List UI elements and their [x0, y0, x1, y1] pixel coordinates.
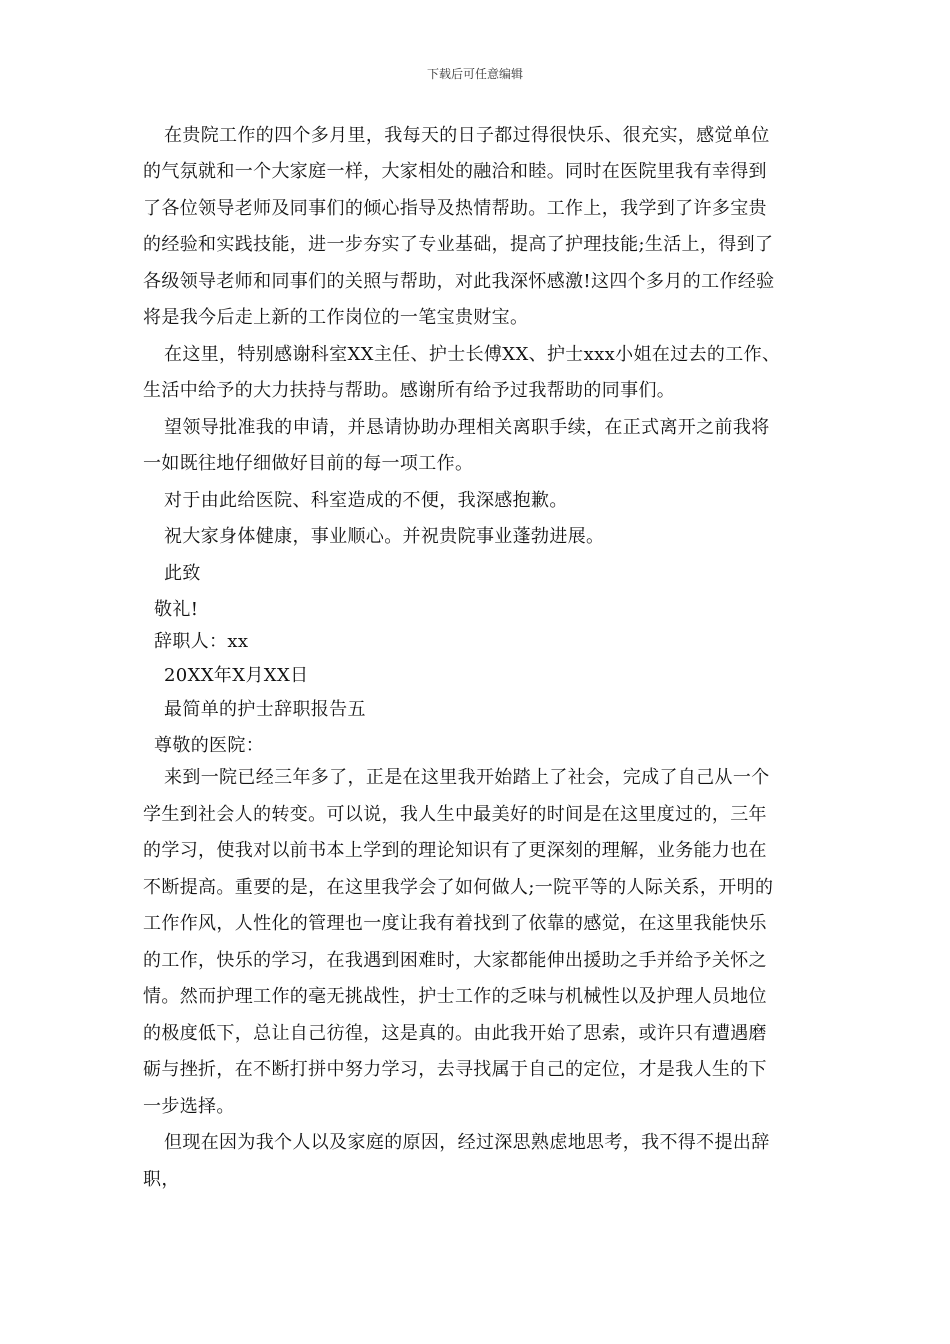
- body-line: 学生到社会人的转变。可以说，我人生中最美好的时间是在这里度过的，三年: [143, 804, 767, 825]
- body-line: 了各位领导老师及同事们的倾心指导及热情帮助。工作上，我学到了许多宝贵: [143, 198, 767, 219]
- body-line: 来到一院已经三年多了，正是在这里我开始踏上了社会，完成了自己从一个: [164, 767, 770, 788]
- body-line: 不断提高。重要的是，在这里我学会了如何做人;一院平等的人际关系，开明的: [143, 877, 774, 898]
- body-line: 的气氛就和一个大家庭一样，大家相处的融洽和睦。同时在医院里我有幸得到: [143, 161, 767, 182]
- body-line: 一如既往地仔细做好目前的每一项工作。: [143, 453, 474, 474]
- date-line: 20XX年X月XX日: [164, 665, 309, 686]
- body-line: 在贵院工作的四个多月里，我每天的日子都过得很快乐、很充实，感觉单位: [164, 125, 770, 146]
- closing-salutation: 此致: [164, 563, 201, 584]
- body-line: 的极度低下，总让自己彷徨，这是真的。由此我开始了思索，或许只有遭遇磨: [143, 1023, 767, 1044]
- body-line: 的经验和实践技能，进一步夯实了专业基础，提高了护理技能;生活上，得到了: [143, 234, 774, 255]
- closing-regards: 敬礼!: [154, 599, 199, 620]
- body-line: 的学习，使我对以前书本上学到的理论知识有了更深刻的理解，业务能力也在: [143, 840, 767, 861]
- body-line: 生活中给予的大力扶持与帮助。感谢所有给予过我帮助的同事们。: [143, 380, 676, 401]
- body-line: 职，: [143, 1169, 180, 1190]
- body-line: 各级领导老师和同事们的关照与帮助，对此我深怀感激!这四个多月的工作经验: [143, 271, 775, 292]
- body-line: 砺与挫折，在不断打拼中努力学习，去寻找属于自己的定位，才是我人生的下: [143, 1059, 767, 1080]
- body-line: 对于由此给医院、科室造成的不便，我深感抱歉。: [164, 490, 568, 511]
- header-note: 下载后可任意编辑: [426, 67, 523, 81]
- body-line: 但现在因为我个人以及家庭的原因，经过深思熟虑地思考，我不得不提出辞: [164, 1132, 770, 1153]
- body-line: 工作作风，人性化的管理也一度让我有着找到了依靠的感觉，在这里我能快乐: [143, 913, 767, 934]
- body-line: 情。然而护理工作的毫无挑战性，护士工作的乏味与机械性以及护理人员地位: [143, 986, 767, 1007]
- section-title: 最简单的护士辞职报告五: [164, 699, 366, 720]
- body-line: 的工作，快乐的学习，在我遇到困难时，大家都能伸出援助之手并给予关怀之: [143, 950, 767, 971]
- body-line: 在这里，特别感谢科室XX主任、护士长傅XX、护士xxx小姐在过去的工作、: [164, 344, 781, 365]
- body-line: 一步选择。: [143, 1096, 235, 1117]
- body-line: 望领导批准我的申请，并恳请协助办理相关离职手续，在正式离开之前我将: [164, 417, 770, 438]
- body-line: 祝大家身体健康，事业顺心。并祝贵院事业蓬勃进展。: [164, 526, 605, 547]
- greeting-line: 尊敬的医院：: [154, 735, 265, 756]
- signature-line: 辞职人：xx: [154, 631, 249, 652]
- body-line: 将是我今后走上新的工作岗位的一笔宝贵财宝。: [143, 307, 529, 328]
